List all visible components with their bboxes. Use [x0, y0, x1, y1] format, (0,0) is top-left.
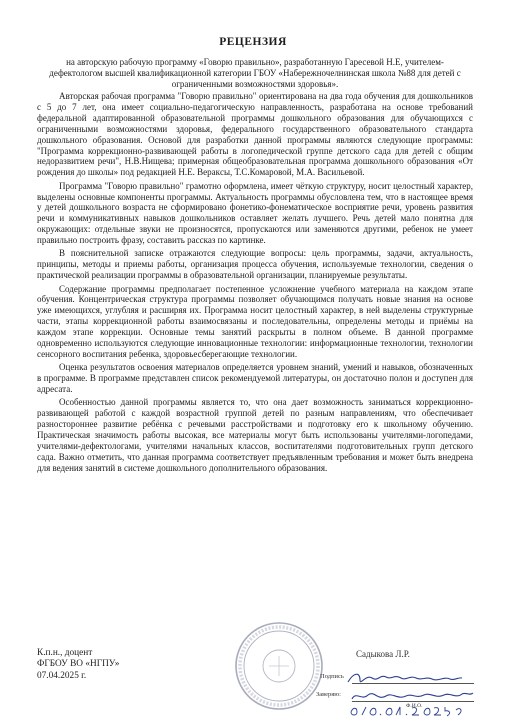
signature-label: Подпись [320, 673, 344, 680]
fio-label: Ф.И.О. [406, 703, 423, 709]
review-date: 07.04.2025 г. [37, 670, 87, 681]
handwritten-date-icon [348, 703, 468, 719]
reviewer-name: Садыкова Л.Р. [356, 649, 410, 659]
document-intro: на авторскую рабочую программу «Говорю правильно», разработанную Гаресевой Н.Е, учителем-дефектологом высшей квалификационной категории ГБОУ «Набережночелнинская школа №88 для детей с ограниченными возможностями здоровья». [49, 57, 461, 90]
document-body [37, 91, 473, 476]
reviewer-organization: ФГБОУ ВО «НГПУ» [37, 659, 120, 670]
certify-label: Заверяю: [316, 691, 341, 698]
paragraph: В пояснительной записке отражаются следующие вопросы: цель программы, задачи, актуальность, принципы, методы и приемы работы, организация процесса обучения, используемые технологии, сведения о практической реализации программы в образовательной организации, планируемые результаты. [37, 248, 473, 281]
handwritten-signature-icon [346, 668, 466, 688]
paragraph: Оценка результатов освоения материалов определяется уровнем знаний, умений и навыков, обозначенных в программе. В программе представлен список рекомендуемой литературы, он достаточно полон и доступен для адресата. [37, 362, 473, 395]
reviewer-credentials [37, 648, 119, 682]
paragraph: Авторская рабочая программа "Говорю правильно" ориентирована на два года обучения для дошкольников с 5 до 7 лет, она имеет социально-педагогическую направленность, разработана на основе требований федеральной адаптированной образовательной программы дошкольного образования для обучающихся с ограниченными возможностями здоровья, федерального государственного образовательного стандарта дошкольного образования. Основой для разработки данной программы являются следующие программы: "Программа коррекционно-развивающей работы в логопедической группе детского сада для детей с общим недоразвитием речи", Н.В.Нищева; примерная общеобразовательная программа дошкольного образования «От рождения до школы» под редакцией Н.Е. Веракcы, Т.С.Комаровой, М.А. Васильевой. [37, 91, 473, 178]
paragraph: Содержание программы предполагает постепенное усложнение учебного материала на каждом этапе обучения. Концентрическая структура программы позволяет обучающимся получать новые знания на основе уже имеющихся, углубляя и расширяя их. Программа носит целостный характер, в ней выделены структурные части, этапы коррекционной работы взаимосвязаны и последовательны, определены методы и приёмы на каждом этапе коррекции. Основные темы занятий раскрыты в полном объеме. В данной программе одновременно используются следующие инновационные технологии: информационные технологии, технологии сенсорного воспитания ребенка, здоровьесберегающие технологии. [37, 283, 473, 360]
reviewer-degree: К.п.н., доцент [37, 648, 93, 658]
document-title: РЕЦЕНЗИЯ [219, 36, 287, 48]
paragraph: Особенностью данной программы является то, что она дает возможность заниматься коррекционно-развивающей работой с каждой возрастной группой детей по разным направлениям, что обеспечивает разностороннее развитие ребёнка с речевыми расстройствами и подготовку его к школьному обучению. Практическая значимость работы высокая, все материалы могут быть использованы учителями-логопедами, учителями-дефектологами, учителями начальных классов, воспитателями подготовительных групп детского сада. Важно отметить, что данная программа соответствует предъявленным требования и может быть внедрена для ведения занятий в системе дошкольного дополнительного образования. [37, 397, 473, 473]
paragraph: Программа "Говорю правильно" грамотно оформлена, имеет чёткую структуру, носит целостный характер, выделены основные компоненты программы. Актуальность программы обусловлена тем, что в настоящее время у детей дошкольного возраста не сформировано фонетико-фонематическое восприятие речи, уровень развития речи и коммуникативных навыков дошкольников оставляет желать лучшего. Речь детей мало понятна для окружающих: отдельные звуки не произносятся, пропускаются или заменяются другими, ребенок не умеет правильно построить фразу, составить рассказ по картинке. [37, 180, 473, 246]
